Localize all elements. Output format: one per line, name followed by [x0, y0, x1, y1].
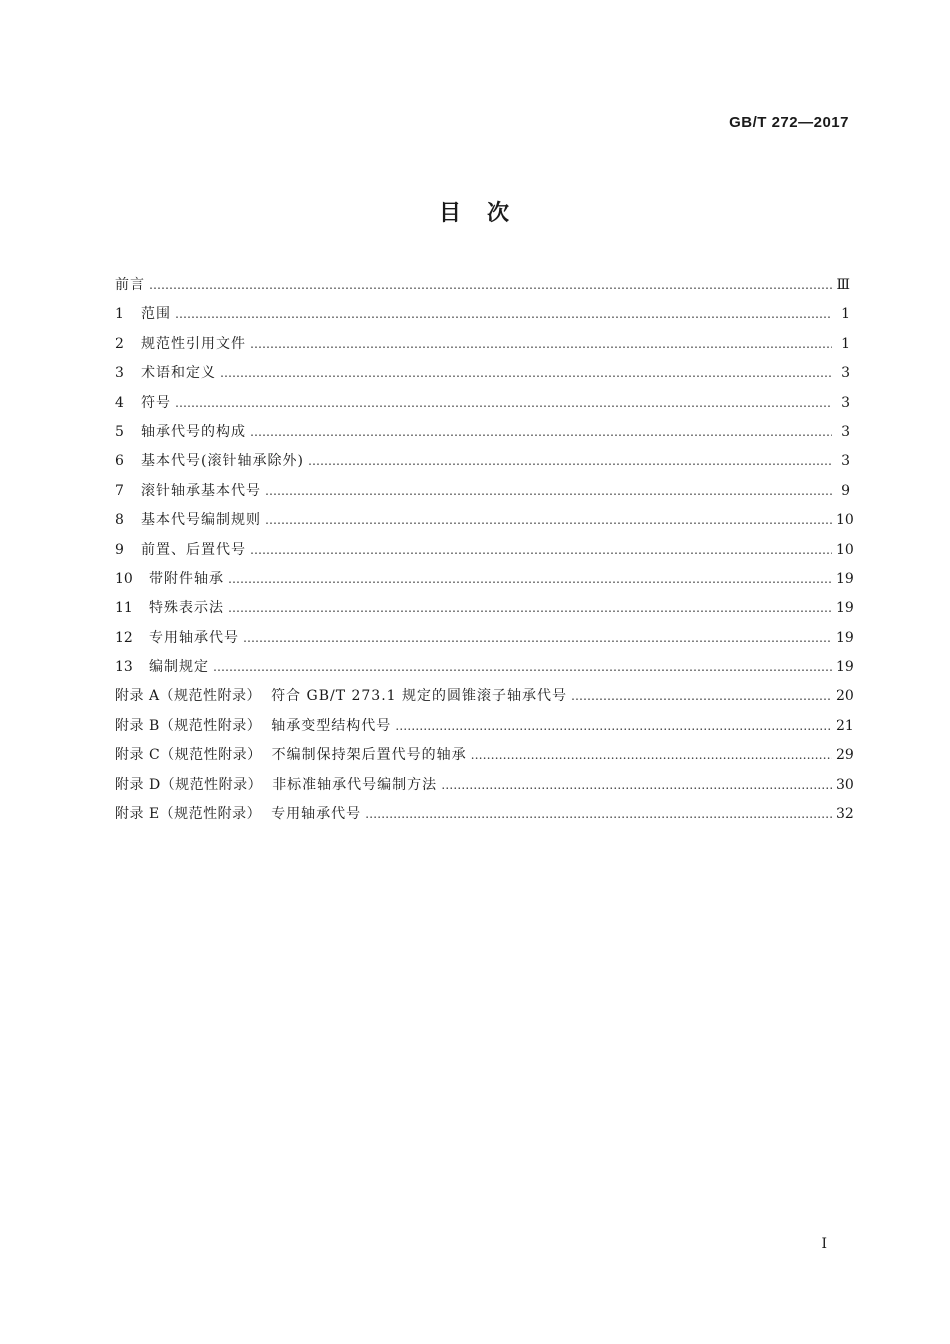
toc-entry-number: 4 [115, 394, 124, 411]
toc-entry-number: 13 [115, 659, 133, 676]
toc-entry-annex-a[interactable] [115, 682, 854, 711]
toc-leader-dots [213, 653, 832, 682]
toc-entry-annex-c[interactable] [115, 741, 854, 770]
toc-leader-dots [228, 594, 832, 623]
toc-entry-label: 术语和定义 [141, 365, 216, 382]
toc-leader-dots [471, 741, 832, 770]
toc-leader-dots [175, 300, 832, 329]
toc-annex-prefix: 附录 B（规范性附录） [115, 717, 262, 734]
toc-leader-dots [265, 477, 832, 506]
toc-entry-2[interactable] [115, 330, 850, 359]
toc-leader-dots [571, 682, 832, 711]
toc-leader-dots [365, 800, 832, 829]
toc-entry-page: 1 [841, 335, 850, 352]
toc-entry-6[interactable] [115, 447, 850, 476]
toc-entry-label: 基本代号编制规则 [141, 512, 261, 529]
toc-entry-number: 6 [115, 453, 124, 470]
toc-leader-dots [250, 330, 832, 359]
toc-entry-annex-e[interactable] [115, 800, 854, 829]
toc-entry-page: 3 [841, 365, 850, 382]
toc-entry-number: 10 [115, 570, 133, 587]
toc-entry-page: 30 [836, 776, 854, 793]
toc-entry-1[interactable] [115, 300, 850, 329]
toc-entry-number: 11 [115, 600, 133, 617]
standard-code: GB/T 272—2017 [729, 114, 849, 131]
toc-entry-label: 前置、后置代号 [141, 541, 246, 558]
toc-entry-annex-b[interactable] [115, 712, 854, 741]
toc-entry-label: 专用轴承代号 [271, 806, 362, 823]
toc-entry-label: 规范性引用文件 [141, 335, 246, 352]
toc-entry-page: Ⅲ [836, 277, 850, 293]
toc-entry-number: 1 [115, 306, 124, 323]
toc-entry-annex-d[interactable] [115, 771, 854, 800]
toc-entry-page: 1 [841, 306, 850, 323]
toc-entry-number: 5 [115, 423, 124, 440]
toc-entry-label: 基本代号(滚针轴承除外) [141, 453, 304, 470]
toc-entry-page: 3 [841, 453, 850, 470]
toc-entry-label: 范围 [141, 306, 171, 323]
toc-entry-label: 轴承变型结构代号 [271, 717, 392, 734]
toc-entry-7[interactable] [115, 477, 850, 506]
toc-entry-page: 21 [836, 717, 854, 734]
toc-entry-number: 12 [115, 629, 133, 646]
toc-entry-number: 3 [115, 365, 124, 382]
toc-entry-label: 滚针轴承基本代号 [141, 482, 261, 499]
toc-annex-prefix: 附录 A（规范性附录） [115, 688, 262, 705]
toc-leader-dots [265, 506, 832, 535]
toc-entry-page: 10 [836, 541, 854, 558]
page-number: I [821, 1236, 827, 1252]
toc-entry-label: 符合 GB/T 273.1 规定的圆锥滚子轴承代号 [271, 688, 568, 705]
toc-entry-page: 19 [836, 659, 854, 676]
toc-entry-11[interactable] [115, 594, 854, 623]
toc-entry-page: 19 [836, 600, 854, 617]
toc-annex-prefix: 附录 E（规范性附录） [115, 806, 262, 823]
toc-entry-label: 前言 [115, 277, 145, 293]
toc-entry-label: 特殊表示法 [149, 600, 224, 617]
toc-leader-dots [395, 712, 832, 741]
toc-entry-label: 编制规定 [149, 659, 209, 676]
toc-entry-page: 19 [836, 570, 854, 587]
toc-entry-8[interactable] [115, 506, 854, 535]
toc-entry-5[interactable] [115, 418, 850, 447]
toc-entry-number: 8 [115, 512, 124, 529]
toc-annex-prefix: 附录 D（规范性附录） [115, 776, 263, 793]
toc-entry-number: 2 [115, 335, 124, 352]
toc-entry-12[interactable] [115, 624, 854, 653]
toc-entry-label: 非标准轴承代号编制方法 [272, 776, 438, 793]
toc-entry-page: 9 [841, 482, 850, 499]
toc-leader-dots [441, 771, 832, 800]
toc-entry-label: 带附件轴承 [149, 570, 224, 587]
toc-leader-dots [220, 359, 832, 388]
toc-entry-label: 不编制保持架后置代号的轴承 [271, 747, 467, 764]
toc-entry-label: 符号 [141, 394, 171, 411]
toc-entry-13[interactable] [115, 653, 854, 682]
toc-entry-page: 3 [841, 394, 850, 411]
toc-entry-10[interactable] [115, 565, 854, 594]
toc-entry-4[interactable] [115, 389, 850, 418]
table-of-contents [115, 271, 854, 829]
toc-entry-page: 10 [836, 512, 854, 529]
toc-leader-dots [228, 565, 832, 594]
toc-leader-dots [149, 271, 832, 300]
toc-entry-number: 9 [115, 541, 124, 558]
page-title: 目 次 [438, 201, 511, 226]
toc-leader-dots [250, 536, 832, 565]
toc-annex-prefix: 附录 C（规范性附录） [115, 747, 262, 764]
toc-entry-label: 轴承代号的构成 [141, 423, 246, 440]
toc-leader-dots [250, 418, 832, 447]
toc-entry-label: 专用轴承代号 [149, 629, 239, 646]
toc-leader-dots [175, 389, 832, 418]
toc-entry-page: 19 [836, 629, 854, 646]
toc-entry-foreword[interactable] [115, 271, 850, 300]
toc-leader-dots [308, 447, 832, 476]
toc-entry-page: 3 [841, 423, 850, 440]
toc-entry-number: 7 [115, 482, 124, 499]
toc-entry-page: 29 [836, 747, 854, 764]
toc-entry-page: 32 [836, 806, 854, 823]
toc-leader-dots [243, 624, 832, 653]
toc-entry-page: 20 [836, 688, 854, 705]
toc-entry-9[interactable] [115, 536, 854, 565]
toc-entry-3[interactable] [115, 359, 850, 388]
